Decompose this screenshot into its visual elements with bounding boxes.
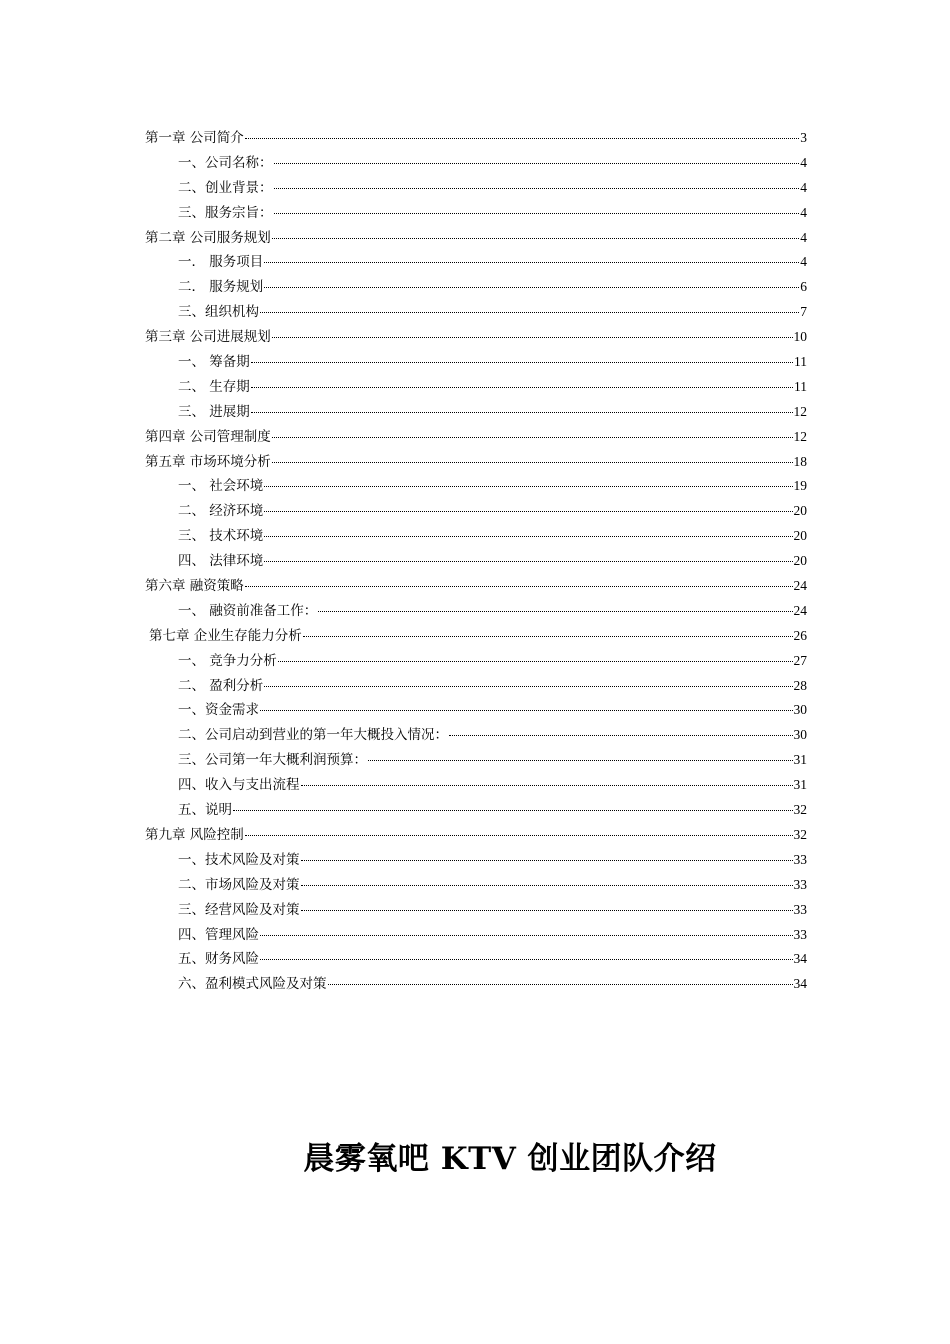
toc-entry-title: 三、经营风险及对策 (178, 901, 300, 918)
toc-page-number: 31 (793, 752, 807, 768)
toc-entry-title: 三、组织机构 (178, 304, 259, 321)
toc-entry-title: 二、 经济环境 (178, 503, 264, 520)
toc-entry-title: 第七章 企业生存能力分析 (149, 627, 302, 644)
toc-page-number: 33 (793, 926, 807, 942)
toc-dot-leader (264, 536, 792, 537)
toc-section-entry[interactable] (145, 798, 807, 823)
toc-entry-title: 一、 竞争力分析 (178, 652, 277, 669)
section-heading: 晨雾氧吧 KTV 创业团队介绍 (303, 1141, 717, 1177)
toc-entry-title: 四、 法律环境 (178, 553, 264, 570)
toc-dot-leader (264, 561, 792, 562)
toc-section-entry[interactable] (145, 549, 807, 574)
toc-entry-title: 第五章 市场环境分析 (145, 453, 271, 470)
toc-chapter-entry[interactable] (145, 574, 807, 599)
toc-page-number: 12 (793, 428, 807, 444)
toc-dot-leader (274, 188, 800, 189)
toc-page-number: 32 (793, 826, 807, 842)
toc-section-entry[interactable] (145, 250, 807, 275)
toc-chapter-entry[interactable] (145, 126, 807, 151)
toc-entry-title: 二、市场风险及对策 (178, 876, 300, 893)
toc-page-number: 10 (793, 329, 807, 345)
toc-section-entry[interactable] (145, 350, 807, 375)
toc-page-number: 11 (794, 354, 807, 370)
toc-entry-title: 一、 筹备期 (178, 354, 250, 371)
toc-entry-title: 三、服务宗旨： (178, 204, 273, 221)
toc-entry-title: 五、说明 (178, 802, 232, 819)
toc-dot-leader (303, 636, 793, 637)
toc-page-number: 34 (793, 951, 807, 967)
toc-page-number: 19 (793, 478, 807, 494)
toc-dot-leader (301, 860, 793, 861)
toc-entry-title: 二、 生存期 (178, 378, 250, 395)
toc-page-number: 31 (793, 777, 807, 793)
toc-page-number: 11 (794, 378, 807, 394)
toc-section-entry[interactable] (145, 923, 807, 948)
toc-dot-leader (368, 760, 793, 761)
toc-dot-leader (233, 810, 793, 811)
toc-page-number: 18 (793, 453, 807, 469)
toc-chapter-entry[interactable] (145, 450, 807, 475)
toc-dot-leader (264, 486, 792, 487)
toc-dot-leader (260, 935, 793, 936)
toc-dot-leader (245, 586, 793, 587)
toc-entry-title: 一、 融资前准备工作： (178, 602, 318, 619)
toc-page-number: 12 (793, 403, 807, 419)
toc-entry-title: 三、公司第一年大概利润预算： (178, 752, 367, 769)
toc-page-number: 20 (793, 528, 807, 544)
toc-dot-leader (251, 412, 793, 413)
toc-page-number: 6 (800, 279, 807, 295)
toc-chapter-entry[interactable] (145, 226, 807, 251)
toc-page-number: 30 (793, 702, 807, 718)
toc-section-entry[interactable] (145, 723, 807, 748)
toc-dot-leader (260, 710, 793, 711)
toc-section-entry[interactable] (145, 748, 807, 773)
toc-chapter-entry[interactable] (145, 823, 807, 848)
toc-page-number: 24 (793, 578, 807, 594)
toc-page-number: 4 (800, 229, 807, 245)
toc-dot-leader (274, 163, 800, 164)
toc-dot-leader (328, 984, 793, 985)
toc-entry-title: 五、财务风险 (178, 951, 259, 968)
toc-dot-leader (301, 885, 793, 886)
toc-entry-title: 一、资金需求 (178, 702, 259, 719)
toc-page-number: 20 (793, 503, 807, 519)
toc-dot-leader (251, 362, 793, 363)
toc-dot-leader (301, 910, 793, 911)
toc-section-entry[interactable] (145, 176, 807, 201)
toc-section-entry[interactable] (145, 674, 807, 699)
toc-entry-title: 四、管理风险 (178, 926, 259, 943)
toc-entry-title: 第九章 风险控制 (145, 826, 244, 843)
toc-page-number: 27 (793, 652, 807, 668)
toc-section-entry[interactable] (145, 599, 807, 624)
toc-page-number: 33 (793, 876, 807, 892)
toc-entry-title: 二、公司启动到营业的第一年大概投入情况： (178, 727, 448, 744)
toc-entry-title: 第三章 公司进展规划 (145, 329, 271, 346)
toc-entry-title: 第四章 公司管理制度 (145, 428, 271, 445)
toc-dot-leader (272, 337, 793, 338)
toc-dot-leader (274, 213, 800, 214)
toc-entry-title: 第二章 公司服务规划 (145, 229, 271, 246)
toc-dot-leader (245, 138, 799, 139)
toc-dot-leader (260, 312, 799, 313)
toc-page-number: 4 (800, 254, 807, 270)
toc-chapter-entry[interactable] (145, 425, 807, 450)
toc-section-entry[interactable] (145, 649, 807, 674)
toc-section-entry[interactable] (145, 698, 807, 723)
toc-section-entry[interactable] (145, 524, 807, 549)
toc-page-number: 4 (800, 204, 807, 220)
toc-dot-leader (264, 262, 799, 263)
toc-page-number: 4 (800, 179, 807, 195)
toc-page-number: 32 (793, 802, 807, 818)
toc-section-entry[interactable] (145, 499, 807, 524)
toc-section-entry[interactable] (145, 773, 807, 798)
toc-dot-leader (264, 686, 792, 687)
toc-entry-title: 二． 服务规划 (178, 279, 264, 296)
toc-section-entry[interactable] (145, 873, 807, 898)
toc-chapter-entry[interactable] (145, 325, 807, 350)
toc-entry-title: 第六章 融资策略 (145, 578, 244, 595)
toc-page-number: 34 (793, 976, 807, 992)
toc-page-number: 33 (793, 851, 807, 867)
toc-page-number: 24 (793, 602, 807, 618)
toc-dot-leader (278, 661, 793, 662)
toc-entry-title: 四、收入与支出流程 (178, 777, 300, 794)
toc-section-entry[interactable] (145, 972, 807, 997)
toc-dot-leader (272, 437, 793, 438)
toc-dot-leader (264, 511, 792, 512)
toc-section-entry[interactable] (145, 474, 807, 499)
toc-page-number: 20 (793, 553, 807, 569)
toc-section-entry[interactable] (145, 201, 807, 226)
toc-entry-title: 二、创业背景： (178, 179, 273, 196)
toc-dot-leader (264, 287, 799, 288)
toc-page-number: 26 (793, 627, 807, 643)
toc-section-entry[interactable] (145, 375, 807, 400)
toc-section-entry[interactable] (145, 275, 807, 300)
toc-dot-leader (301, 785, 793, 786)
toc-entry-title: 一、技术风险及对策 (178, 851, 300, 868)
toc-section-entry[interactable] (145, 300, 807, 325)
toc-entry-title: 一、公司名称： (178, 154, 273, 171)
toc-page-number: 30 (793, 727, 807, 743)
toc-section-entry[interactable] (145, 400, 807, 425)
toc-page-number: 7 (800, 304, 807, 320)
toc-dot-leader (245, 835, 793, 836)
toc-section-entry[interactable] (145, 151, 807, 176)
toc-chapter-entry[interactable] (145, 624, 807, 649)
toc-entry-title: 第一章 公司简介 (145, 130, 244, 146)
toc-dot-leader (272, 238, 799, 239)
toc-page-number: 3 (800, 130, 807, 145)
toc-dot-leader (272, 462, 793, 463)
toc-entry-title: 二、 盈利分析 (178, 677, 264, 694)
toc-section-entry[interactable] (145, 947, 807, 972)
toc-dot-leader (449, 735, 793, 736)
toc-entry-title: 六、盈利模式风险及对策 (178, 976, 327, 993)
toc-page-number: 33 (793, 901, 807, 917)
toc-page-number: 4 (800, 154, 807, 170)
toc-dot-leader (318, 611, 792, 612)
toc-section-entry[interactable] (145, 848, 807, 873)
table-of-contents (145, 126, 807, 997)
toc-section-entry[interactable] (145, 898, 807, 923)
toc-dot-leader (260, 959, 793, 960)
toc-entry-title: 三、 技术环境 (178, 528, 264, 545)
toc-page-number: 28 (793, 677, 807, 693)
toc-entry-title: 一、 社会环境 (178, 478, 264, 495)
toc-entry-title: 三、 进展期 (178, 403, 250, 420)
toc-entry-title: 一． 服务项目 (178, 254, 264, 271)
toc-dot-leader (251, 387, 793, 388)
